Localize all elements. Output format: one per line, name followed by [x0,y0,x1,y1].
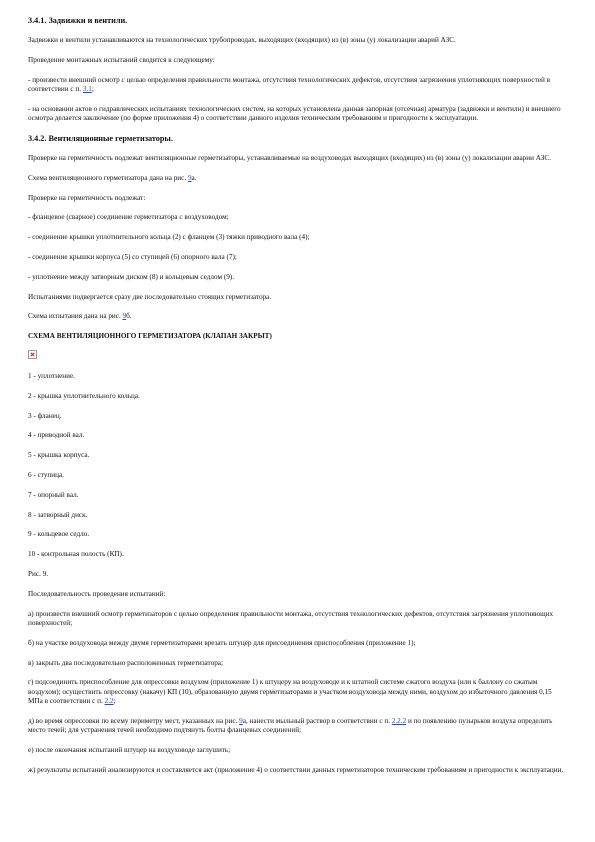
figure-caption: СХЕМА ВЕНТИЛЯЦИОННОГО ГЕРМЕТИЗАТОРА (КЛАПАН ЗАКРЫТ) [28,332,272,341]
legend-item: 3 - фланец. [28,411,62,420]
figure-link[interactable]: 9 [122,312,127,321]
figure-link[interactable]: 9 [239,716,243,725]
legend-item: 10 - контрольная полость (КП). [28,550,124,559]
legend-item: 2 - крышка уплотнительного кольца. [28,391,140,400]
legend-item: 6 - ступица. [28,470,64,479]
list-item: - фланцевое (сварное) соединение герметизатора с воздуховодом; [28,213,229,222]
section-heading-valves: 3.4.1. Задвижки и вентили. [28,16,128,25]
paragraph: Последовательность проведения испытаний: [28,589,166,598]
paragraph: Проверке на герметичность подлежат вентиляционные герметизаторы, устанавливаемые на воздуховодах выходящих (входящих) из (в) зоны (у) локализации аварии АЗС. [28,154,551,162]
list-item: - на основании актов о гидравлических испытаниях технологических систем, на которых установлена данная запорная (отсечная) арматура (задвижки и вентили) и внешнего осмотра делается заключение (по форме приложения 4) о соответствии данного изделия техническим требованиям и пригодности к эксплуатации. [28,104,561,123]
figure-label: Рис. 9. [28,569,49,578]
paragraph: Испытаниями подвергается сразу две последовательно стоящих герметизатора. [28,292,272,301]
legend-item: 4 - приводной вал. [28,431,85,440]
step-item: д) во время опрессовки по всему периметру мест, указанных на рис. 9а, нанести мыльный раствор в соответствии с п. 2.2.2 и по появлению пузырьков воздуха определить место течей; для устранения течей необходимо подтянуть болты фланцевых соединений; [28,716,553,735]
step-item: г) подсоединить приспособление для опрессовки воздухом (приложение 1) к штуцеру на воздуховоде и к штатной системе сжатого воздуха (или к баллону со сжатым воздухом); осуществить опрессовку (накачу) КП (10), образованную двумя герметизаторами и участком воздуховода между ними, воздухом до избыточного давления 0,15 МПа в соответствии с п. 2.2; [28,678,552,706]
figure-link[interactable]: 9 [187,173,192,182]
list-item: - произвести внешний осмотр с целью определения правильности монтажа, отсутствия технологических дефектов, отсутствия загрязнения уплотняющих поверхностей в соответствии с п. 3.1; [28,75,550,93]
paragraph: Проведение монтажных испытаний сводится к следующему: [28,55,215,64]
legend-item: 1 - уплотнение. [28,371,75,380]
paragraph: Проверке на герметичность подлежат: [28,193,146,202]
step-item: в) закрыть два последовательно расположенных герметизатора; [28,658,223,667]
reference-link[interactable]: 2.2.2 [391,716,407,725]
reference-link[interactable]: 2.2 [104,697,114,706]
legend-item: 5 - крышка корпуса. [28,451,90,460]
broken-image-icon [28,350,37,359]
legend-item: 9 - кольцевое седло. [28,530,90,539]
legend-item: 8 - затворный диск. [28,510,88,519]
list-item: - соединение крышки уплотнительного кольца (2) с фланцем (3) тяжки приводного вала (4); [28,233,310,242]
legend-item: 7 - опорный вал. [28,490,79,499]
step-item: б) на участке воздуховода между двумя герметизаторами врезать штуцер для присоединения приспособления (приложение 1); [28,638,416,647]
section-heading-sealers: 3.4.2. Вентиляционные герметизаторы. [28,134,173,143]
paragraph: Схема испытания дана на рис. 9б. [28,312,132,321]
step-item: ж) результаты испытаний анализируются и составляется акт (приложение 4) о соответствии данных герметизаторов техническим требованиям и пригодности к эксплуатации. [28,765,564,774]
paragraph: Задвижки и вентили устанавливаются на технологических трубопроводах, выходящих (входящих) из (в) зоны (у) локализации аварий АЗС. [28,36,456,44]
step-item: е) после окончания испытаний штуцер на воздуховоде заглушить; [28,746,231,755]
paragraph: Схема вентиляционного герметизатора дана на рис. 9а. [28,173,197,182]
list-item: - уплотнение между затворным диском (8) и кольцевым седлом (9). [28,272,234,281]
step-item: а) произвести внешний осмотр герметизаторов с целью определения правильности монтажа, отсутствия технологических дефектов, отсутствия загрязнения уплотняющих поверхностей; [28,609,554,627]
list-item: - соединение крышки корпуса (5) со ступицей (6) опорного вала (7); [28,252,237,261]
reference-link[interactable]: 3.1 [82,85,92,93]
